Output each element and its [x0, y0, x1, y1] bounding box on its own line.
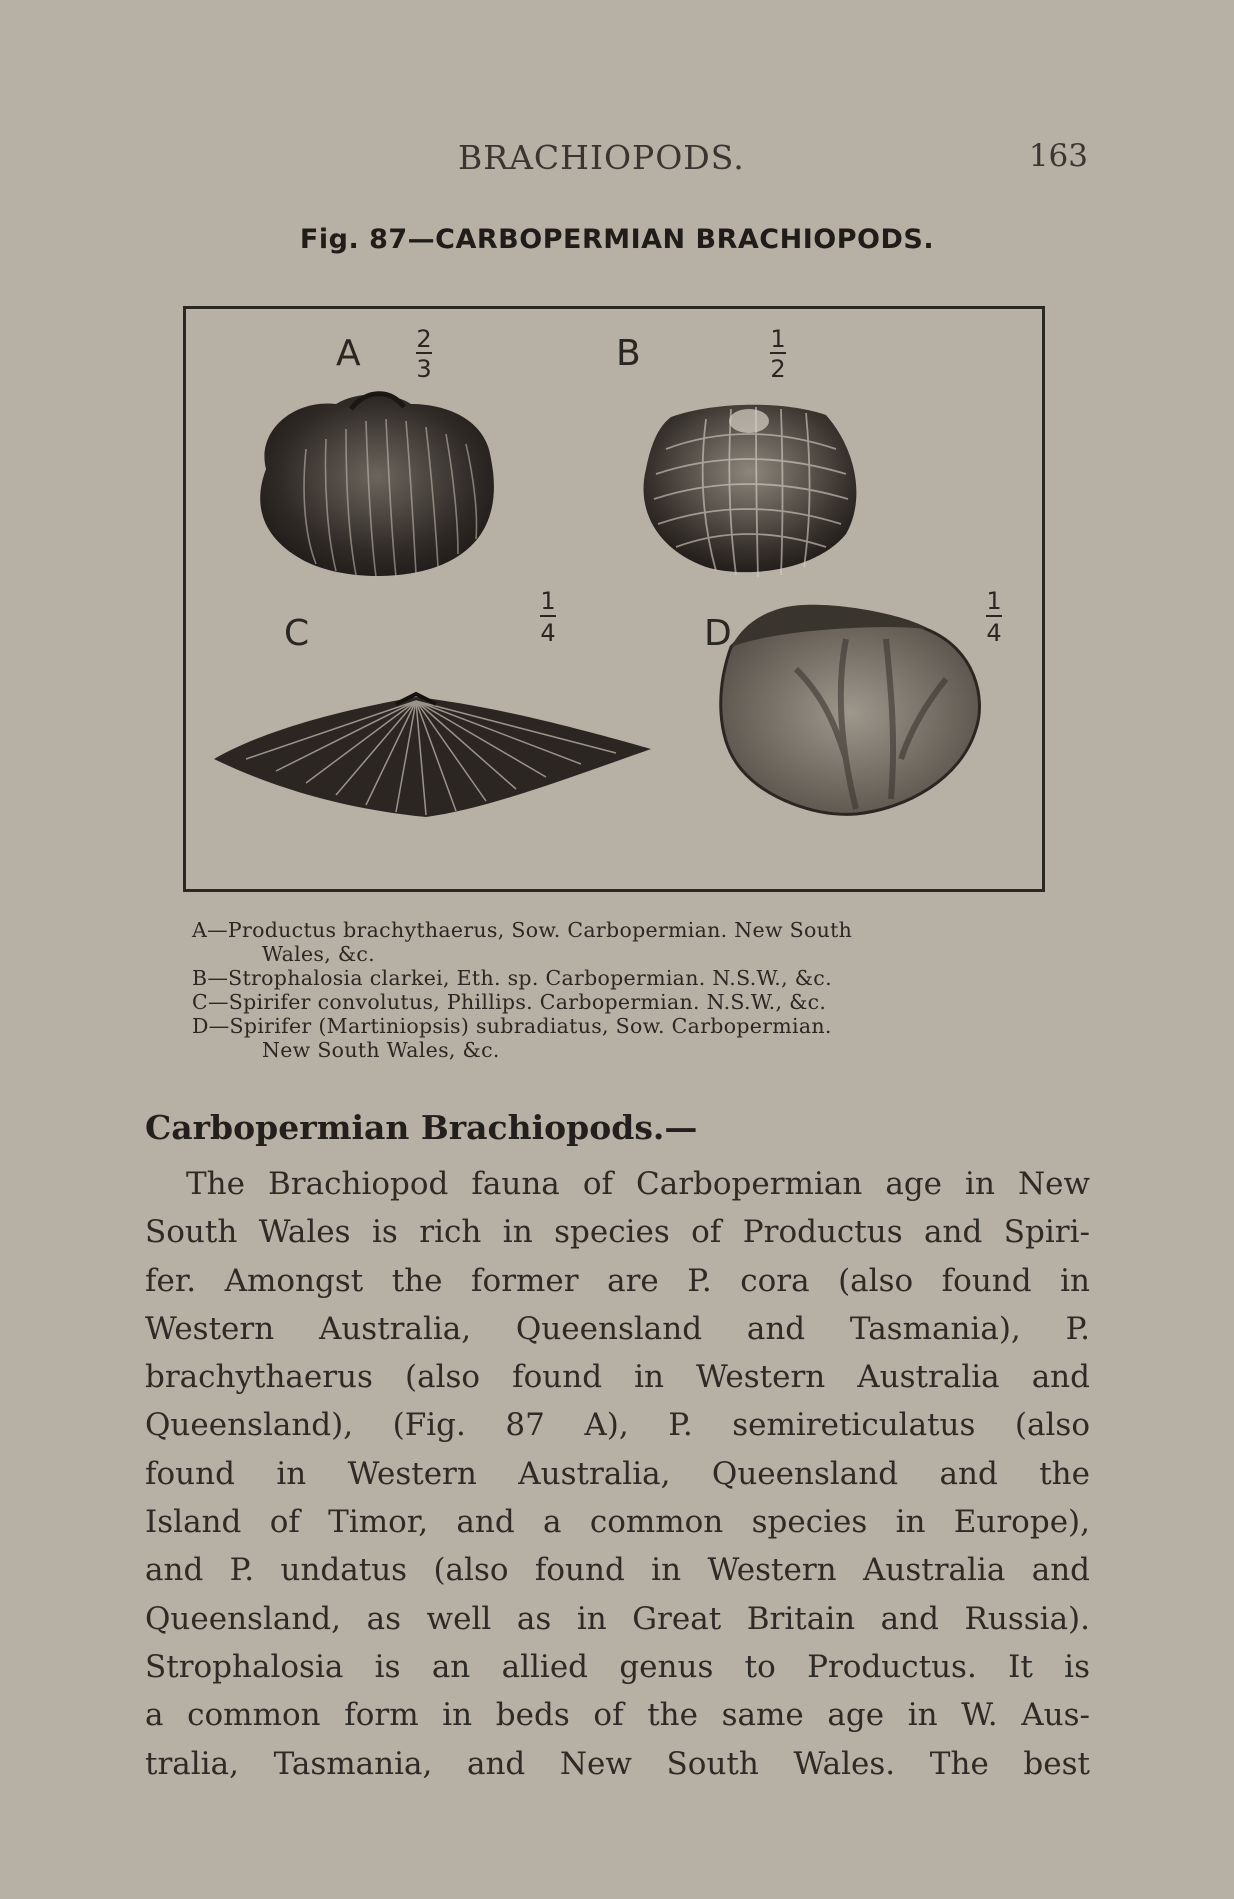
panel-d	[704, 587, 1002, 814]
text-line: and P. undatus (also found in Western Australia and	[145, 1552, 1090, 1589]
page-number: 163	[1028, 138, 1088, 174]
text-line: fer. Amongst the former are P. cora (also found in	[145, 1262, 1090, 1299]
text-line: The Brachiopod fauna of Carbopermian age in New	[186, 1166, 1090, 1202]
legend-entry-d	[192, 1014, 1072, 1062]
running-title: BRACHIOPODS.	[458, 138, 745, 177]
page-header	[0, 138, 1234, 178]
figure-caption: Fig. 87—CARBOPERMIAN BRACHIOPODS.	[299, 224, 935, 255]
figure-legend	[192, 918, 1072, 1062]
figure-illustration	[186, 309, 1042, 889]
legend-entry-a-continuation: Wales, &c.	[262, 942, 375, 966]
text-line: Queensland, as well as in Great Britain and Russia).	[145, 1600, 1090, 1637]
text-line: brachythaerus (also found in Western Australia and	[145, 1359, 1090, 1396]
text-line: Island of Timor, and a common species in Europe),	[145, 1504, 1090, 1541]
legend-entry-a	[192, 918, 1072, 966]
legend-entry-a-text: A—Productus brachythaerus, Sow. Carbopermian. New South	[192, 918, 853, 942]
panel-b-scale-numerator: 1	[770, 325, 786, 353]
panel-a-scale-denominator: 3	[416, 355, 432, 383]
legend-entry-c-text: C—Spirifer convolutus, Phillips. Carbopermian. N.S.W., &c.	[192, 990, 827, 1014]
panel-b	[616, 325, 856, 577]
panel-b-scale-denominator: 2	[770, 355, 786, 383]
text-line: Strophalosia is an allied genus to Productus. It is	[145, 1648, 1090, 1685]
legend-entry-d-text: D—Spirifer (Martiniopsis) subradiatus, Sow. Carbopermian.	[192, 1014, 832, 1038]
text-line: South Wales is rich in species of Productus and Spiri-	[145, 1214, 1090, 1251]
panel-d-letter: D	[704, 613, 732, 654]
text-line: Queensland), (Fig. 87 A), P. semireticulatus (also	[145, 1407, 1090, 1444]
panel-d-scale-denominator: 4	[986, 619, 1002, 647]
panel-a-letter: A	[336, 333, 361, 374]
panel-a	[260, 325, 494, 577]
panel-c-letter: C	[284, 613, 310, 654]
panel-d-scale-numerator: 1	[986, 587, 1002, 615]
text-line: a common form in beds of the same age in W. Aus-	[145, 1697, 1090, 1734]
panel-c-scale-denominator: 4	[540, 619, 556, 647]
section-heading: Carbopermian Brachiopods.—	[145, 1108, 698, 1147]
legend-entry-c	[192, 990, 1072, 1014]
text-line: found in Western Australia, Queensland and the	[145, 1455, 1090, 1492]
panel-a-scale-numerator: 2	[416, 325, 432, 353]
legend-entry-b	[192, 966, 1072, 990]
panel-c-scale-numerator: 1	[540, 587, 556, 615]
brachiopod-figure	[183, 306, 1045, 892]
text-line: Western Australia, Queensland and Tasmania), P.	[145, 1310, 1090, 1347]
legend-entry-d-continuation: New South Wales, &c.	[262, 1038, 500, 1062]
body-paragraph	[145, 1160, 1090, 1788]
panel-c	[214, 587, 651, 817]
panel-b-letter: B	[616, 333, 641, 374]
text-line: tralia, Tasmania, and New South Wales. The best	[145, 1745, 1090, 1782]
legend-entry-b-text: B—Strophalosia clarkei, Eth. sp. Carbopermian. N.S.W., &c.	[192, 966, 832, 990]
